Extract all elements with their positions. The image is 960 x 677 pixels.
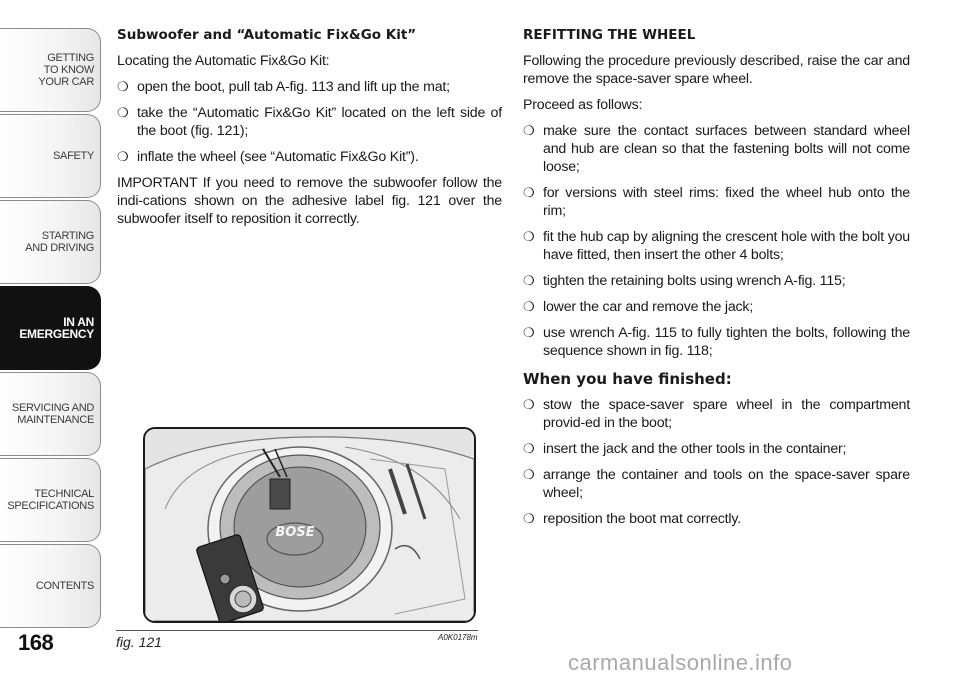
left-column: [117, 26, 502, 236]
tab-label: CONTENTS: [35, 580, 94, 592]
section-heading-finished: When you have finished:: [523, 370, 732, 388]
bullet-list: [523, 396, 910, 528]
tab-technical-specifications[interactable]: [0, 458, 101, 542]
intro-text: Following the procedure previously described, raise the car and remove the space-saver spare wheel.: [523, 53, 910, 87]
list-item: ❍ reposition the boot mat correctly.: [523, 510, 910, 528]
tab-starting-and-driving[interactable]: [0, 200, 101, 284]
list-item: ❍ insert the jack and the other tools in the container;: [523, 440, 910, 458]
list-item: ❍ tighten the retaining bolts using wrench A-fig. 115;: [523, 272, 910, 290]
list-item: ❍ take the “Automatic Fix&Go Kit” located on the left side of the boot (fig. 121);: [117, 104, 502, 140]
bullet-list: [523, 122, 910, 360]
boot-illustration: [145, 429, 474, 621]
figure-code: A0K0178m: [438, 633, 478, 642]
tab-label: GETTING TO KNOW YOUR CAR: [38, 52, 94, 88]
list-item: ❍ for versions with steel rims: fixed the wheel hub onto the rim;: [523, 184, 910, 220]
tab-getting-to-know-your-car[interactable]: [0, 28, 101, 112]
list-item: ❍ use wrench A-fig. 115 to fully tighten the bolts, following the sequence shown in fig. 118;: [523, 324, 910, 360]
tab-label: STARTING AND DRIVING: [25, 230, 94, 254]
figure-rule: [116, 630, 478, 631]
tab-contents[interactable]: [0, 544, 101, 628]
figure-caption: fig. 121: [116, 634, 162, 650]
page-number: 168: [18, 630, 54, 655]
tab-in-an-emergency[interactable]: [0, 286, 101, 370]
bullet-list: [117, 78, 502, 166]
list-item: ❍ arrange the container and tools on the space-saver spare wheel;: [523, 466, 910, 502]
list-item: ❍ make sure the contact surfaces between standard wheel and hub are clean so that the fastening bolts will not come loose;: [523, 122, 910, 176]
list-item: ❍ fit the hub cap by aligning the crescent hole with the bolt you have fitted, then insert the other 4 bolts;: [523, 228, 910, 264]
right-column: [523, 26, 910, 536]
bose-logo: BOSE: [275, 525, 315, 540]
tab-safety[interactable]: [0, 114, 101, 198]
list-item: ❍ open the boot, pull tab A-fig. 113 and lift up the mat;: [117, 78, 502, 96]
important-note: IMPORTANT If you need to remove the subwoofer follow the indi-cations shown on the adhesive label fig. 121 over the subwoofer itself to reposition it correctly.: [117, 175, 502, 227]
proceed-text: Proceed as follows:: [523, 97, 643, 113]
list-item: ❍ stow the space-saver spare wheel in the compartment provid-ed in the boot;: [523, 396, 910, 432]
list-item: ❍ inflate the wheel (see “Automatic Fix&Go Kit”).: [117, 148, 502, 166]
figure-121: [143, 427, 476, 623]
tab-label: SAFETY: [53, 150, 94, 162]
tab-label: TECHNICAL SPECIFICATIONS: [7, 488, 94, 512]
intro-text: Locating the Automatic Fix&Go Kit:: [117, 53, 330, 69]
section-heading-refitting: REFITTING THE WHEEL: [523, 27, 696, 43]
tab-servicing-and-maintenance[interactable]: [0, 372, 101, 456]
tab-label: SERVICING AND MAINTENANCE: [11, 402, 94, 426]
tab-label: IN AN EMERGENCY: [19, 315, 94, 341]
list-item: ❍ lower the car and remove the jack;: [523, 298, 910, 316]
section-heading-subwoofer: Subwoofer and “Automatic Fix&Go Kit”: [117, 27, 417, 43]
watermark: carmanualsonline.info: [568, 650, 793, 675]
